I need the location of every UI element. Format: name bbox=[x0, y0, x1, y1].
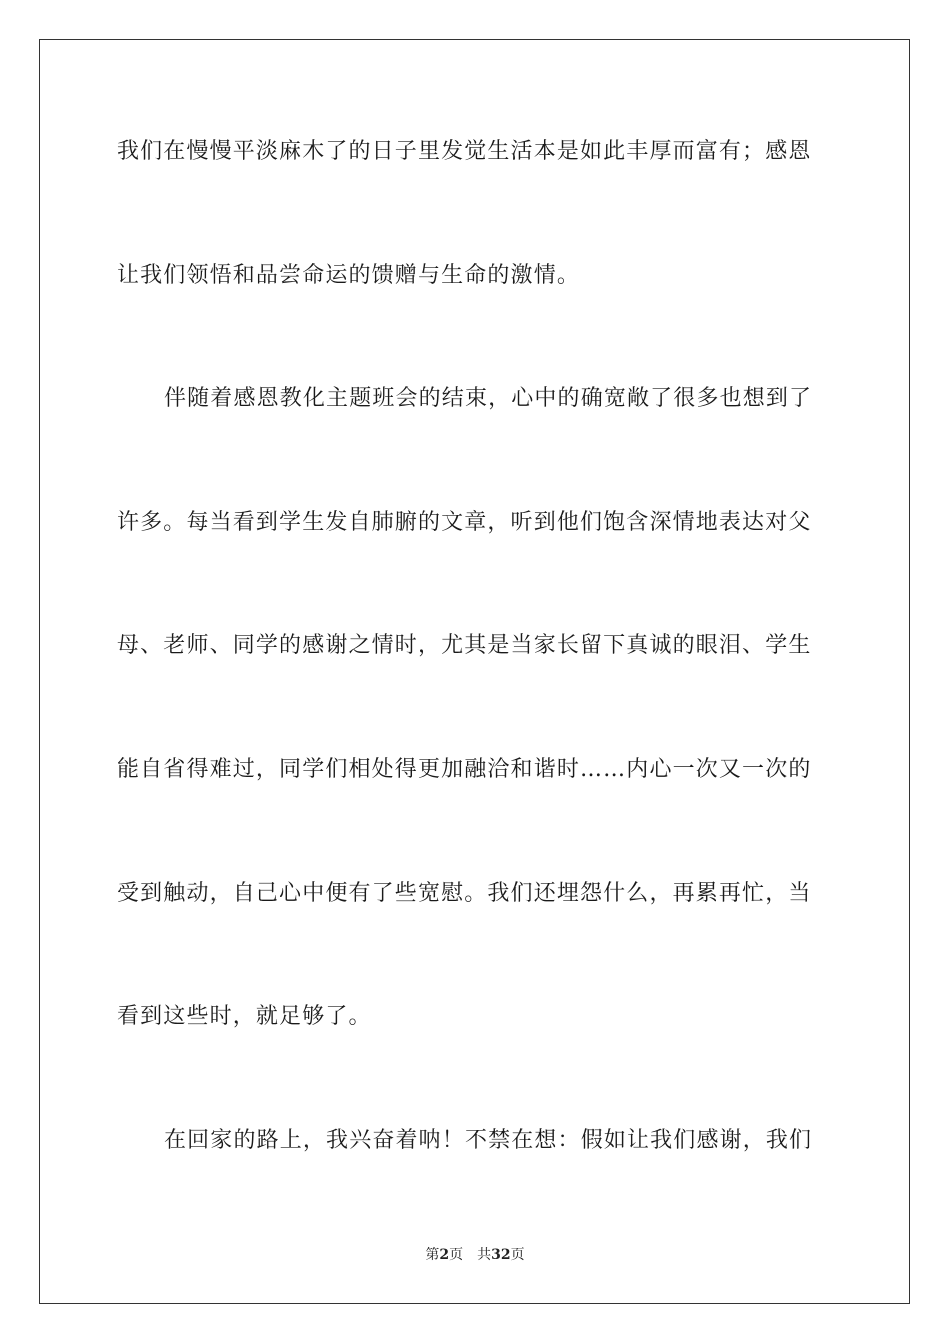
text-line: 我们在慢慢平淡麻木了的日子里发觉生活本是如此丰厚而富有；感恩 bbox=[117, 139, 812, 164]
paragraph-start-line: 伴随着感恩教化主题班会的结束，心中的确宽敞了很多也想到了 bbox=[164, 386, 813, 412]
text-line: 许多。每当看到学生发自肺腑的文章，听到他们饱含深情地表达对父 bbox=[117, 509, 812, 535]
paragraph-start-line: 在回家的路上，我兴奋着呐！不禁在想：假如让我们感谢，我们 bbox=[164, 1127, 813, 1153]
text-line: 能自省得难过，同学们相处得更加融洽和谐时……内心一次又一次的 bbox=[117, 756, 812, 782]
total-suffix: 页 bbox=[510, 1247, 525, 1263]
text-line: 让我们领悟和品尝命运的馈赠与生命的激情。 bbox=[117, 262, 581, 288]
page-suffix: 页 bbox=[449, 1247, 464, 1263]
text-line: 母、老师、同学的感谢之情时，尤其是当家长留下真诚的眼泪、学生 bbox=[117, 633, 812, 659]
document-body bbox=[117, 127, 833, 1165]
text-line: 看到这些时，就足够了。 bbox=[117, 1004, 372, 1030]
page-prefix: 第 bbox=[425, 1247, 440, 1263]
total-pages: 32 bbox=[491, 1247, 511, 1263]
text-line: 受到触动，自己心中便有了些宽慰。我们还埋怨什么，再累再忙，当 bbox=[117, 880, 812, 906]
page-footer bbox=[0, 1245, 950, 1265]
page-number: 2 bbox=[439, 1247, 450, 1263]
total-prefix: 共 bbox=[477, 1247, 492, 1263]
